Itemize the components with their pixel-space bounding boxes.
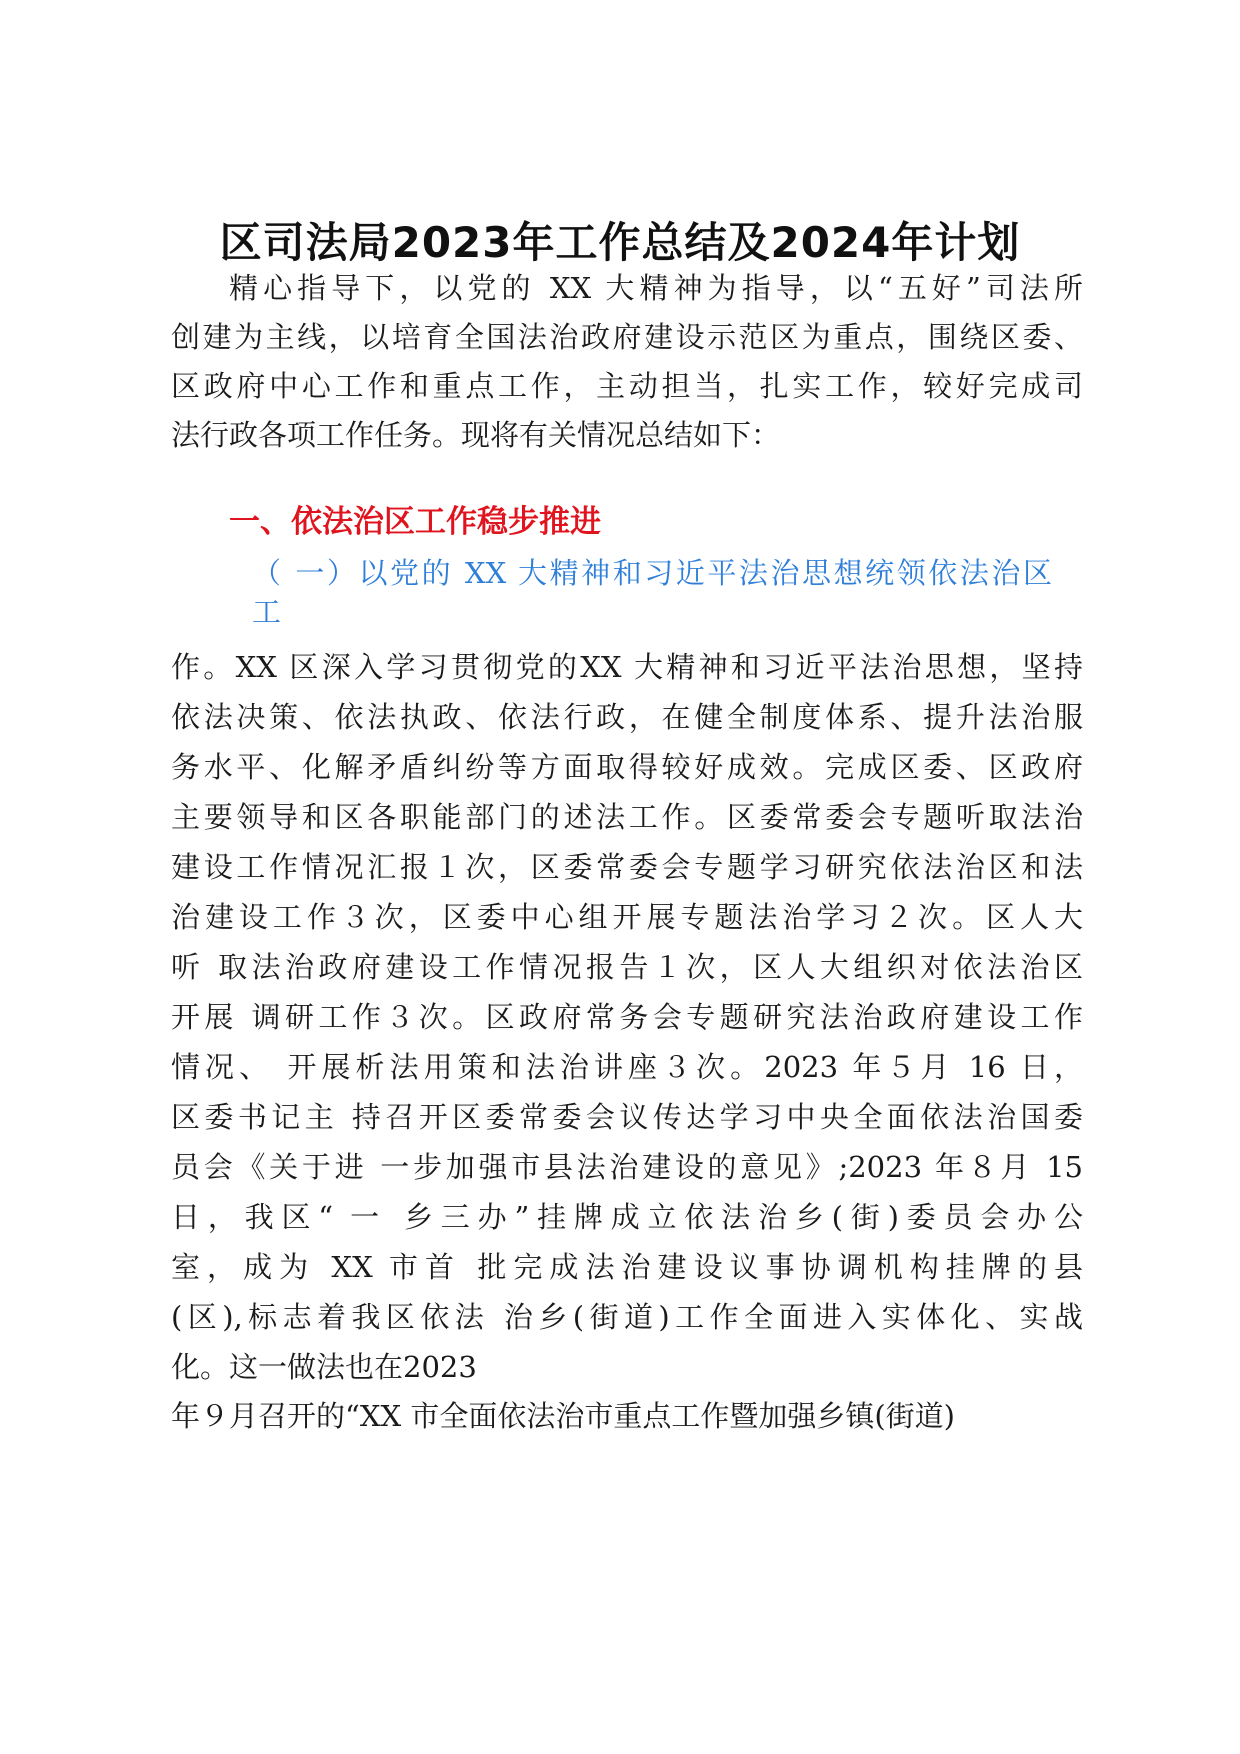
body-line: 开展 调研工作３次。区政府常务会专题研究法治政府建设工作 [171,1000,1083,1034]
intro-line: 法行政各项工作任务。现将有关情况总结如下： [171,418,781,452]
body-line: (区),标志着我区依法 治乡(街道)工作全面进入实体化、实战 [171,1300,1083,1334]
body-line: 室，成为 XX 市首 批完成法治建设议事协调机构挂牌的县 [171,1250,1083,1284]
document-title: 区司法局2023年工作总结及2024年计划 [219,218,1021,267]
body-line: 听 取法治政府建设工作情况报告１次，区人大组织对依法治区 [171,950,1083,984]
section-heading: 一、依法治区工作稳步推进 [229,504,601,540]
body-line: 务水平、化解矛盾纠纷等方面取得较好成效。完成区委、区政府 [171,750,1083,784]
body-line: 作。XX 区深入学习贯彻党的XX 大精神和习近平法治思想，坚持 [171,650,1083,684]
intro-line: 精心指导下，以党的 XX 大精神为指导，以“五好”司法所 [229,271,1083,305]
body-line: 日，我区“ 一 乡三办”挂牌成立依法治乡(街)委员会办公 [171,1200,1083,1234]
intro-line: 区政府中心工作和重点工作，主动担当，扎实工作，较好完成司 [171,369,1083,403]
subsection-heading-continued: 工 [252,595,282,629]
body-line: 建设工作情况汇报１次，区委常委会专题学习研究依法治区和法 [171,850,1083,884]
intro-line: 创建为主线，以培育全国法治政府建设示范区为重点，围绕区委、 [171,320,1083,354]
body-line: 化。这一做法也在2023 [171,1350,477,1384]
subsection-heading: （ 一）以党的 XX 大精神和习近平法治思想统领依法治区 [252,556,1052,590]
body-line: 主要领导和区各职能部门的述法工作。区委常委会专题听取法治 [171,800,1083,834]
body-line: 治建设工作３次，区委中心组开展专题法治学习２次。区人大 [171,900,1083,934]
body-line: 依法决策、依法执政、依法行政，在健全制度体系、提升法治服 [171,700,1083,734]
body-line: 员会《关于进 一步加强市县法治建设的意见》;2023 年８月 15 [171,1150,1083,1184]
body-line: 区委书记主 持召开区委常委会议传达学习中央全面依法治国委 [171,1100,1083,1134]
body-line: 情况、 开展析法用策和法治讲座３次。2023 年５月 16 日， [171,1050,1084,1084]
body-line: 年９月召开的“XX 市全面依法治市重点工作暨加强乡镇(街道) [171,1399,955,1433]
